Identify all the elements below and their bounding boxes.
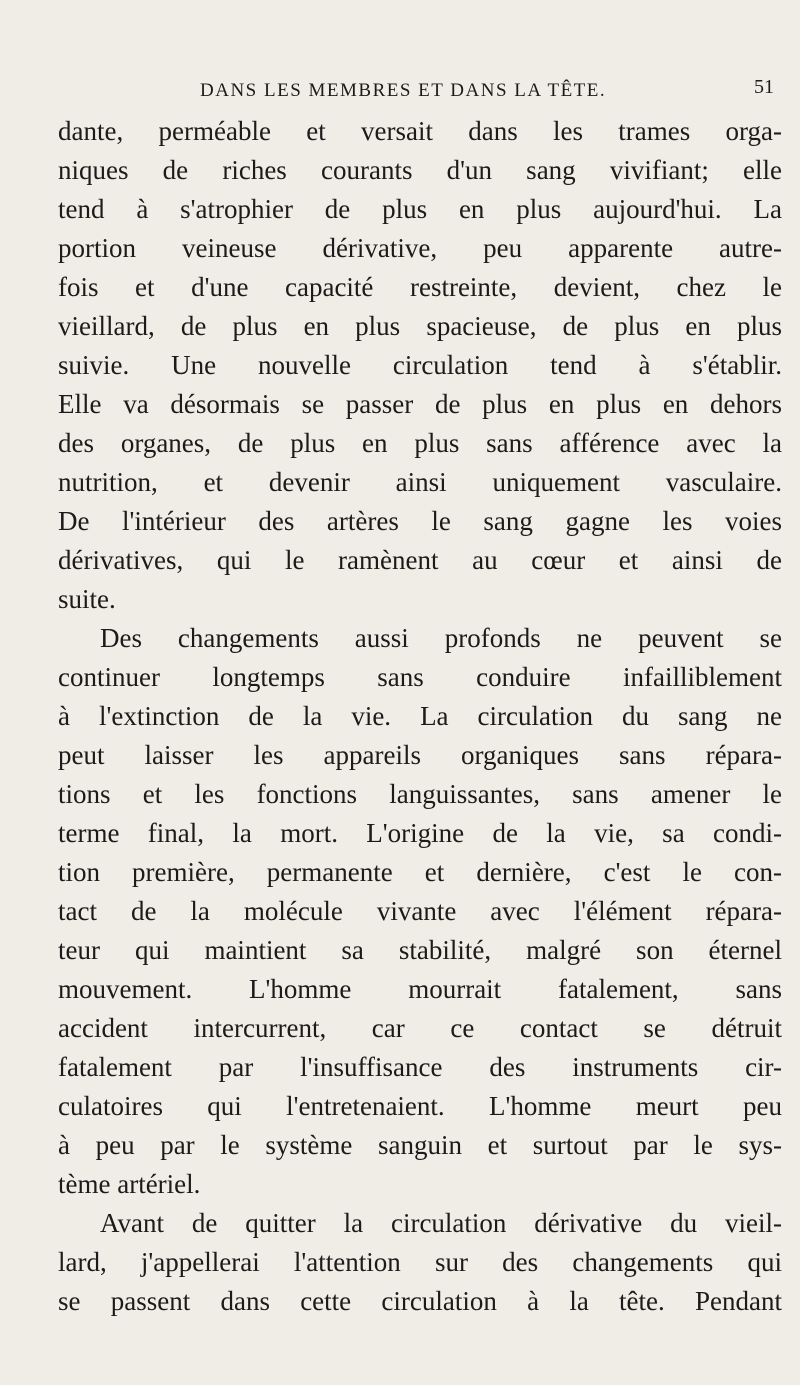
text-line: dante, perméable et versait dans les trames orga-	[58, 116, 782, 146]
text-line: tion première, permanente et dernière, c'est le con-	[58, 857, 782, 887]
text-line: Elle va désormais se passer de plus en plus en dehors	[58, 389, 782, 419]
page-header	[60, 76, 780, 110]
running-title: DANS LES MEMBRES ET DANS LA TÊTE.	[200, 80, 607, 101]
text-line: fatalement par l'insuffisance des instruments cir-	[58, 1052, 782, 1082]
text-line: continuer longtemps sans conduire infailliblement	[58, 662, 782, 692]
text-line: accident intercurrent, car ce contact se détruit	[58, 1013, 782, 1043]
text-line: tème artériel.	[58, 1169, 201, 1199]
text-line: teur qui maintient sa stabilité, malgré son éternel	[58, 935, 782, 965]
text-line: mouvement. L'homme mourrait fatalement, sans	[58, 974, 782, 1004]
text-line: à peu par le système sanguin et surtout par le sys-	[58, 1130, 782, 1160]
text-line: niques de riches courants d'un sang vivifiant; elle	[58, 155, 782, 185]
text-line: culatoires qui l'entretenaient. L'homme meurt peu	[58, 1091, 782, 1121]
text-line: nutrition, et devenir ainsi uniquement vasculaire.	[58, 467, 782, 497]
text-line: se passent dans cette circulation à la tête. Pendant	[58, 1286, 782, 1316]
text-line: suite.	[58, 584, 116, 614]
text-line: terme final, la mort. L'origine de la vie, sa condi-	[58, 818, 782, 848]
page-body	[58, 112, 782, 1321]
text-line: vieillard, de plus en plus spacieuse, de plus en plus	[58, 311, 782, 341]
text-line: De l'intérieur des artères le sang gagne les voies	[58, 506, 782, 536]
page-number: 51	[754, 76, 774, 98]
text-line: à l'extinction de la vie. La circulation du sang ne	[58, 701, 782, 731]
text-line: tions et les fonctions languissantes, sans amener le	[58, 779, 782, 809]
text-line: dérivatives, qui le ramènent au cœur et ainsi de	[58, 545, 782, 575]
text-line: Avant de quitter la circulation dérivative du vieil-	[100, 1208, 782, 1238]
text-line: peut laisser les appareils organiques sans répara-	[58, 740, 782, 770]
text-line: suivie. Une nouvelle circulation tend à s'établir.	[58, 350, 782, 380]
text-line: fois et d'une capacité restreinte, devient, chez le	[58, 272, 782, 302]
text-line: lard, j'appellerai l'attention sur des changements qui	[58, 1247, 782, 1277]
text-line: portion veineuse dérivative, peu apparente autre-	[58, 233, 782, 263]
text-line: tact de la molécule vivante avec l'élément répara-	[58, 896, 782, 926]
text-line: Des changements aussi profonds ne peuvent se	[100, 623, 782, 653]
text-line: tend à s'atrophier de plus en plus aujourd'hui. La	[58, 194, 782, 224]
text-line: des organes, de plus en plus sans afférence avec la	[58, 428, 782, 458]
